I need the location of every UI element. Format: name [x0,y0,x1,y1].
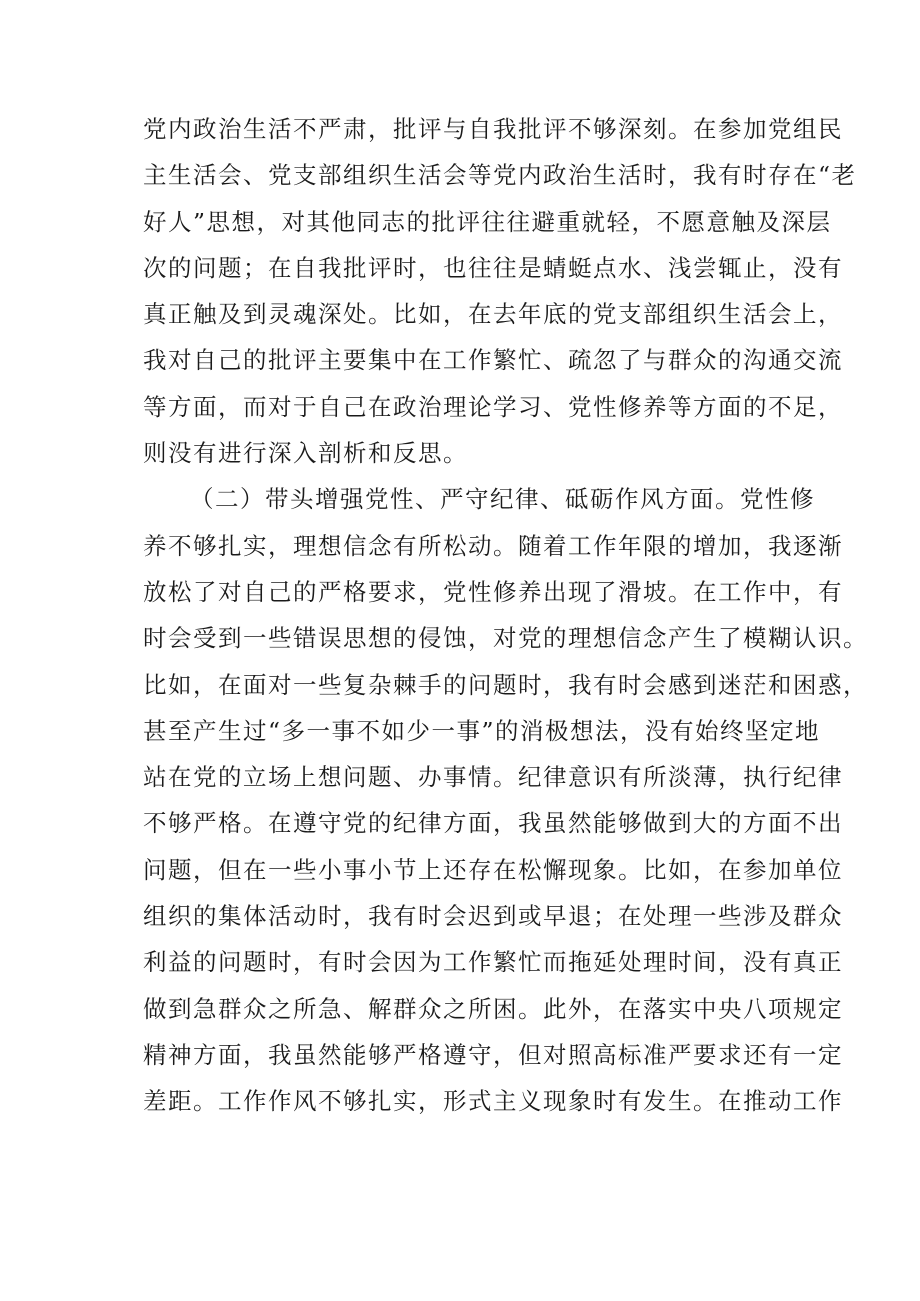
paragraph-1-line-3: 好人”思想，对其他同志的批评往往避重就轻，不愿意触及深层 [143,207,832,236]
paragraph-2-line-6: 甚至产生过“多一事不如少一事”的消极想法，没有始终坚定地 [143,716,821,745]
paragraph-1-line-4: 次的问题；在自我批评时，也往往是蜻蜓点水、浅尝辄止，没有 [143,253,843,282]
paragraph-2-line-2: 养不够扎实，理想信念有所松动。随着工作年限的增加，我逐渐 [143,531,843,560]
document-body [143,106,868,1125]
paragraph-2-line-8: 不够严格。在遵守党的纪律方面，我虽然能够做到大的方面不出 [143,809,843,838]
paragraph-2-line-4: 时会受到一些错误思想的侵蚀，对党的理想信念产生了模糊认识。 [143,624,868,653]
paragraph-1-line-7: 等方面，而对于自己在政治理论学习、党性修养等方面的不足， [143,392,843,421]
paragraph-1-line-2: 主生活会、党支部组织生活会等党内政治生活时，我有时存在“老 [143,161,857,190]
paragraph-2-line-5: 比如，在面对一些复杂棘手的问题时，我有时会感到迷茫和困惑， [143,670,868,699]
paragraph-2-line-11: 利益的问题时，有时会因为工作繁忙而拖延处理时间，没有真正 [143,948,843,977]
paragraph-2-line-3: 放松了对自己的严格要求，党性修养出现了滑坡。在工作中，有 [143,577,843,606]
paragraph-2-line-14: 差距。工作作风不够扎实，形式主义现象时有发生。在推动工作 [143,1087,843,1116]
paragraph-2-line-12: 做到急群众之所急、解群众之所困。此外，在落实中央八项规定 [143,994,843,1023]
paragraph-2-line-7: 站在党的立场上想问题、办事情。纪律意识有所淡薄，执行纪律 [143,763,843,792]
paragraph-1-line-8: 则没有进行深入剖析和反思。 [143,439,468,468]
paragraph-2-line-1: （二）带头增强党性、严守纪律、砥砺作风方面。党性修 [190,485,815,514]
paragraph-1-line-5: 真正触及到灵魂深处。比如，在去年底的党支部组织生活会上， [143,300,843,329]
paragraph-2-line-10: 组织的集体活动时，我有时会迟到或早退；在处理一些涉及群众 [143,902,843,931]
paragraph-1-line-1: 党内政治生活不严肃，批评与自我批评不够深刻。在参加党组民 [143,115,843,143]
paragraph-2-line-13: 精神方面，我虽然能够严格遵守，但对照高标准严要求还有一定 [143,1040,843,1069]
paragraph-1-line-6: 我对自己的批评主要集中在工作繁忙、疏忽了与群众的沟通交流 [143,346,843,375]
paragraph-2-line-9: 问题，但在一些小事小节上还存在松懈现象。比如，在参加单位 [143,855,843,884]
